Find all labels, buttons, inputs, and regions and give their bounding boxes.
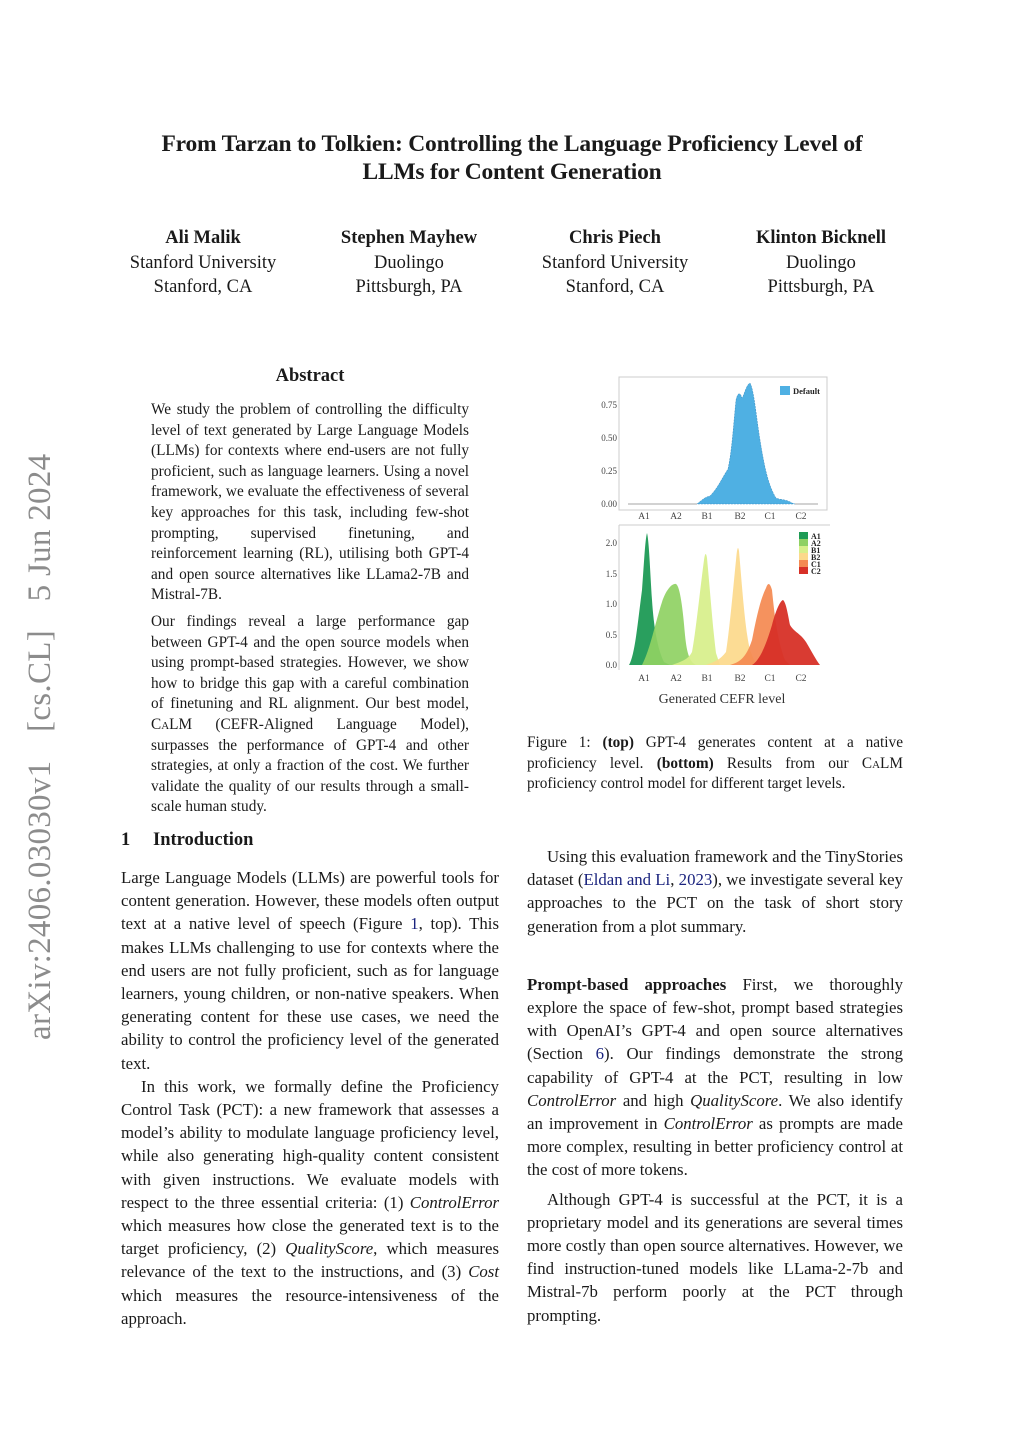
svg-text:B2: B2 — [811, 553, 821, 562]
text-span: which measures the resource-intensiveness of the approach. — [121, 1285, 499, 1328]
author-name: Chris Piech — [569, 228, 661, 248]
author-block — [512, 226, 718, 300]
paragraph-heading: Prompt-based approaches — [527, 974, 727, 994]
calm-name: CaLM — [151, 715, 193, 733]
author-location: Pittsburgh, PA — [355, 277, 463, 297]
text-span: proficiency control model for different target levels. — [527, 775, 846, 793]
text-span: Using this evaluation framework and the TinyStories dataset ( — [527, 847, 903, 890]
arxiv-date: 5 Jun 2024 — [22, 453, 58, 602]
math-cost: Cost — [468, 1262, 499, 1282]
title-line-2: LLMs for Content Generation — [362, 159, 662, 185]
math-controlerror: ControlError — [409, 1192, 499, 1212]
author-location: Stanford, CA — [565, 277, 665, 297]
right-paragraph-1 — [527, 845, 903, 938]
figure-ref-link[interactable]: 1 — [410, 914, 419, 934]
svg-text:1.0: 1.0 — [605, 599, 617, 609]
math-qualityscore: QualityScore — [690, 1090, 779, 1110]
svg-text:B2: B2 — [734, 674, 746, 684]
author-affiliation: Duolingo — [374, 252, 444, 273]
svg-text:0.00: 0.00 — [601, 499, 617, 509]
svg-text:B1: B1 — [811, 546, 821, 555]
bottom-density-plot — [606, 525, 830, 707]
svg-text:C2: C2 — [795, 674, 807, 684]
top-density-plot — [601, 377, 827, 522]
svg-text:1.5: 1.5 — [605, 569, 617, 579]
author-name: Ali Malik — [165, 228, 241, 248]
svg-text:0.5: 0.5 — [605, 630, 617, 640]
svg-text:C1: C1 — [764, 674, 776, 684]
author-location: Pittsburgh, PA — [767, 277, 875, 297]
text-span: . We also identify an improvement in — [527, 1090, 903, 1134]
math-qualityscore: QualityScore — [285, 1239, 374, 1259]
caption-label: Figure 1: — [527, 734, 591, 751]
svg-text:A2: A2 — [670, 512, 682, 522]
intro-text — [121, 866, 499, 1330]
svg-text:A2: A2 — [670, 674, 682, 684]
arxiv-stamp — [22, 440, 59, 1040]
caption-bottom-label: (bottom) — [656, 754, 714, 772]
right-column-text — [527, 845, 903, 1327]
svg-text:2.0: 2.0 — [605, 538, 617, 548]
text-span: Large Language Models (LLMs) are powerful tools for content generation. However, these models often output text at a native level of speech (Figure — [121, 868, 499, 934]
svg-text:A2: A2 — [811, 539, 821, 548]
text-span: (CEFR-Aligned Language Model), surpasses the performance of GPT-4 and other strategies, at only a fraction of the cost. We further validate the quality of our results through a small-scale human study. — [151, 715, 469, 816]
author-list — [100, 226, 924, 300]
abstract-paragraph-2 — [151, 612, 469, 818]
author-affiliation: Stanford University — [129, 252, 277, 273]
svg-text:A1: A1 — [638, 674, 650, 684]
svg-text:0.75: 0.75 — [601, 400, 617, 410]
text-span: , top). This makes LLMs challenging to use for contexts where the end users are not fully proficient, such as for language learners, young children, or non-native speakers. When generating content for these use cases, we need the ability to control the proficiency level of the generated text. — [121, 914, 499, 1073]
figure-1-caption — [527, 733, 903, 795]
section-heading-introduction — [121, 830, 253, 851]
author-affiliation: Duolingo — [786, 252, 856, 273]
svg-text:Generated CEFR level: Generated CEFR level — [658, 692, 786, 707]
citation-year-link[interactable]: 2023 — [678, 870, 713, 890]
text-span: ), we investigate several key approaches to the PCT on the task of short story generation from a plot summary. — [527, 870, 904, 936]
author-affiliation: Stanford University — [541, 252, 689, 273]
abstract-paragraph-1: We study the problem of controlling the difficulty level of text generated by Large Language Models (LLMs) for contexts where end-users are not fully proficient, such as language learners. Using a novel framework, we evaluate the effectiveness of several key approaches for this task, including few-shot prompting, supervised finetuning, and reinforcement learning (RL), utilising both GPT-4 and open source alternatives like LLama2-7B and Mistral-7B. — [151, 401, 469, 604]
svg-text:A1: A1 — [638, 512, 650, 522]
arxiv-category: [cs.CL] — [22, 629, 58, 732]
author-block — [306, 226, 512, 300]
figure-1-chart — [580, 370, 840, 710]
arxiv-id: arXiv:2406.03030v1 — [22, 760, 58, 1040]
section-title: Introduction — [153, 830, 254, 850]
text-span: Our findings reveal a large performance gap between GPT-4 and the open source models when using prompt-based strategies. However, we show how to bridge this gap with a careful combination of finetuning and RL alignment. Our best model, — [151, 612, 469, 713]
calm-name: CaLM — [861, 754, 903, 772]
author-name: Stephen Mayhew — [340, 228, 478, 248]
svg-text:B2: B2 — [734, 512, 746, 522]
svg-text:0.25: 0.25 — [601, 466, 617, 476]
text-span: which measures how close the generated text is to the target proficiency, (2) — [121, 1216, 499, 1259]
right-paragraph-2 — [527, 973, 903, 1182]
svg-text:C1: C1 — [811, 560, 821, 569]
caption-top-label: (top) — [602, 734, 634, 751]
svg-text:0.0: 0.0 — [605, 660, 617, 670]
svg-text:C2: C2 — [811, 567, 821, 576]
section-number: 1 — [121, 830, 131, 850]
author-name: Klinton Bicknell — [755, 228, 887, 248]
text-span: , — [670, 870, 679, 890]
svg-text:B1: B1 — [701, 674, 713, 684]
abstract-body — [151, 400, 469, 818]
intro-paragraph-1 — [121, 866, 499, 1075]
author-block — [718, 226, 924, 300]
intro-paragraph-2 — [121, 1075, 499, 1330]
abstract-heading: Abstract — [275, 366, 345, 386]
text-span: First, we thoroughly explore the space of few-shot, prompt based strategies with OpenAI’s GPT-4 and open source alternatives (Section — [527, 974, 903, 1064]
text-span: GPT-4 generates content at a native proficiency level. — [527, 734, 903, 772]
svg-text:Default: Default — [793, 386, 820, 396]
title-line-1: From Tarzan to Tolkien: Controlling the Language Proficiency Level of — [161, 131, 863, 157]
author-block — [100, 226, 306, 300]
svg-text:C2: C2 — [795, 512, 807, 522]
math-controlerror: ControlError — [663, 1114, 753, 1134]
text-span: as prompts are made more complex, resulting in better proficiency control at the cost of more tokens. — [527, 1114, 903, 1180]
paper-title — [110, 130, 914, 186]
svg-text:0.50: 0.50 — [601, 433, 617, 443]
text-span: , which measures relevance of the text to the instructions, and (3) — [121, 1239, 499, 1282]
svg-text:C1: C1 — [764, 512, 776, 522]
text-span: and high — [616, 1090, 691, 1110]
svg-text:B1: B1 — [701, 512, 713, 522]
text-span: ). Our findings demonstrate the strong capability of GPT-4 at the PCT, resulting in low — [527, 1044, 903, 1087]
section-ref-link[interactable]: 6 — [595, 1044, 605, 1064]
author-location: Stanford, CA — [153, 277, 253, 297]
text-span: In this work, we formally define the Proficiency Control Task (PCT): a new framework that assesses a model’s ability to modulate language proficiency level, while also generating high-quality content consistent with given instructions. We evaluate models with respect to the three essential criteria: (1) — [121, 1076, 499, 1212]
right-paragraph-3: Although GPT-4 is successful at the PCT, it is a proprietary model and its generations are several times more costly than open source alternatives. However, we find instruction-tuned models like LLama-2-7b and Mistral-7b perform poorly at the PCT through prompting. — [527, 1189, 903, 1325]
text-span: Results from our — [713, 754, 862, 772]
citation-link[interactable]: Eldan and Li — [583, 870, 671, 890]
svg-text:A1: A1 — [811, 532, 821, 541]
math-controlerror: ControlError — [527, 1090, 617, 1110]
figure-1 — [580, 370, 840, 710]
